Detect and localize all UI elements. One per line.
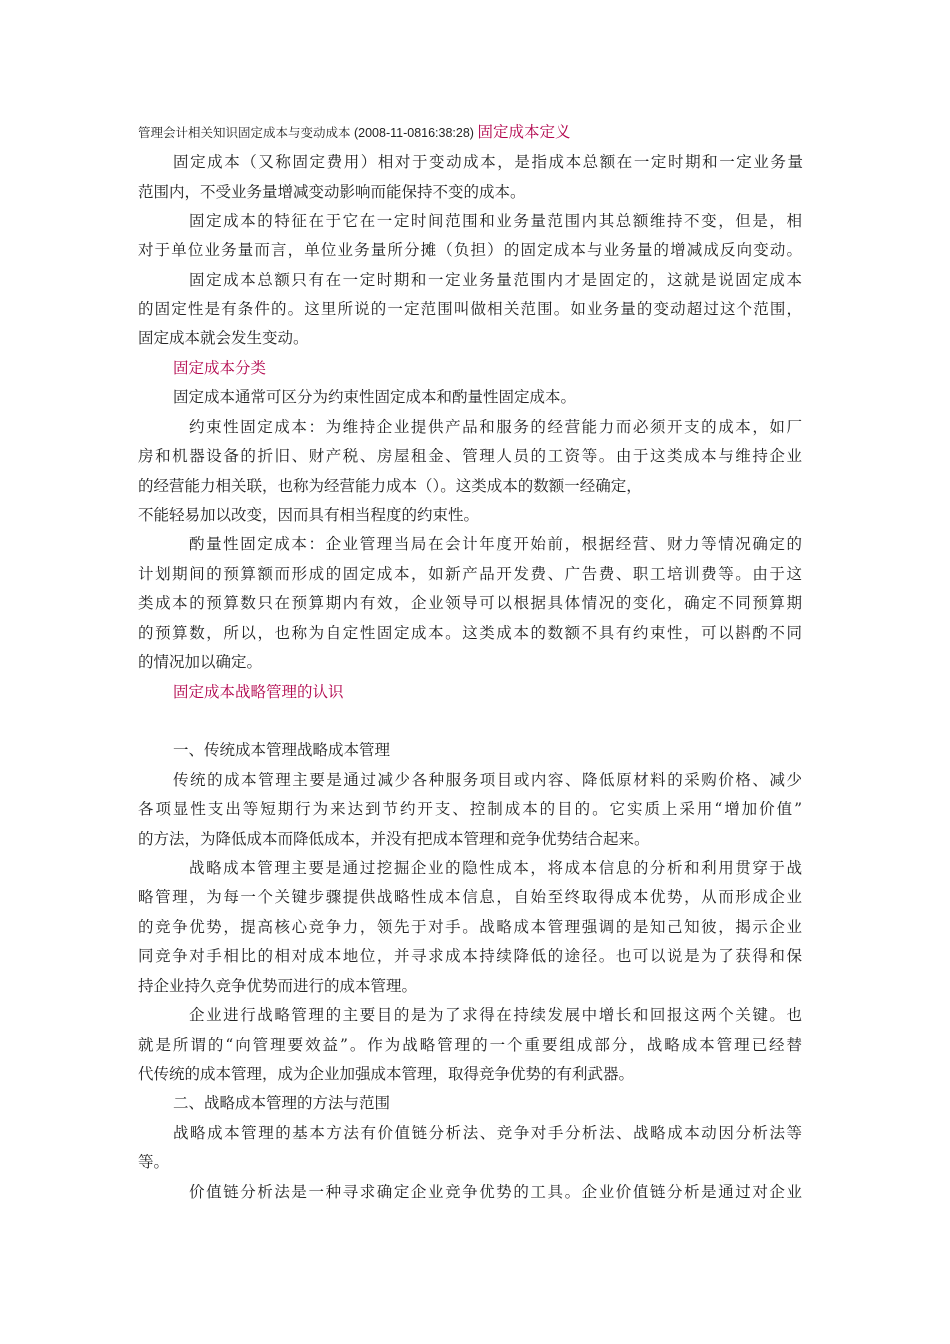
- section-heading-classification: 固定成本分类: [173, 359, 267, 377]
- paragraph-line: 对于单位业务量而言，单位业务量所分摊（负担）的固定成本与业务量的增减成反向变动。: [138, 241, 802, 259]
- paragraph-line: 固定成本就会发生变动。: [138, 329, 309, 347]
- paragraph-line: 的竞争优势，提高核心竞争力，领先于对手。战略成本管理强调的是知己知彼，揭示企业: [138, 918, 802, 936]
- subheading-two: 二、战略成本管理的方法与范围: [173, 1094, 391, 1112]
- paragraph-line: 战略成本管理主要是通过挖掘企业的隐性成本，将成本信息的分析和利用贯穿于战: [189, 859, 802, 877]
- paragraph-line: 约束性固定成本：为维持企业提供产品和服务的经营能力而必须开支的成本，如厂: [189, 418, 802, 436]
- paragraph-line: 传统的成本管理主要是通过减少各种服务项目或内容、降低原材料的采购价格、减少: [173, 771, 802, 789]
- paragraph-line: 略管理，为每一个关键步骤提供战略性成本信息，自始至终取得成本优势，从而形成企业: [138, 888, 802, 906]
- paragraph-line: 计划期间的预算额而形成的固定成本，如新产品开发费、广告费、职工培训费等。由于这: [138, 565, 802, 583]
- paragraph-line: 战略成本管理的基本方法有价值链分析法、竞争对手分析法、战略成本动因分析法等: [173, 1124, 802, 1142]
- paragraph-line: 的经营能力相关联，也称为经营能力成本（）。这类成本的数额一经确定，: [138, 477, 642, 495]
- paragraph-line: 房和机器设备的折旧、财产税、房屋租金、管理人员的工资等。由于这类成本与维持企业: [138, 447, 802, 465]
- paragraph-line: 固定成本的特征在于它在一定时间范围和业务量范围内其总额维持不变，但是，相: [189, 212, 802, 230]
- document-header: [138, 122, 570, 143]
- paragraph-line: 同竞争对手相比的相对成本地位，并寻求成本持续降低的途径。也可以说是为了获得和保: [138, 947, 802, 965]
- paragraph-line: 的预算数，所以，也称为自定性固定成本。这类成本的数额不具有约束性，可以斟酌不同: [138, 624, 802, 642]
- paragraph-line: 酌量性固定成本：企业管理当局在会计年度开始前，根据经营、财力等情况确定的: [189, 535, 802, 553]
- paragraph-line: 固定成本（又称固定费用）相对于变动成本，是指成本总额在一定时期和一定业务量: [173, 153, 803, 171]
- paragraph-line: 企业进行战略管理的主要目的是为了求得在持续发展中增长和回报这两个关键。也: [189, 1006, 802, 1024]
- section-title-definition: 固定成本定义: [477, 123, 571, 141]
- paragraph-line: 类成本的预算数只在预算期内有效，企业领导可以根据具体情况的变化，确定不同预算期: [138, 594, 802, 612]
- paragraph-line: 就是所谓的“向管理要效益”。作为战略管理的一个重要组成部分，战略成本管理已经替: [138, 1036, 802, 1054]
- subheading-one: 一、传统成本管理战略成本管理: [173, 741, 391, 759]
- paragraph-line: 的固定性是有条件的。这里所说的一定范围叫做相关范围。如业务量的变动超过这个范围，: [138, 300, 802, 318]
- paragraph-line: 固定成本通常可区分为约束性固定成本和酌量性固定成本。: [173, 388, 577, 406]
- paragraph-line: 价值链分析法是一种寻求确定企业竞争优势的工具。企业价值链分析是通过对企业: [189, 1183, 802, 1201]
- paragraph-line: 固定成本总额只有在一定时期和一定业务量范围内才是固定的，这就是说固定成本: [189, 271, 802, 289]
- paragraph-line: 范围内，不受业务量增减变动影响而能保持不变的成本。: [138, 183, 526, 201]
- paragraph-line: 等。: [138, 1153, 170, 1171]
- paragraph-line: 的方法，为降低成本而降低成本，并没有把成本管理和竞争优势结合起来。: [138, 830, 650, 848]
- section-heading-strategy: 固定成本战略管理的认识: [173, 683, 344, 701]
- paragraph-line: 各项显性支出等短期行为来达到节约开支、控制成本的目的。它实质上采用“增加价值”: [138, 800, 802, 818]
- paragraph-line: 不能轻易加以改变，因而具有相当程度的约束性。: [138, 506, 480, 524]
- paragraph-line: 的情况加以确定。: [138, 653, 263, 671]
- paragraph-line: 持企业持久竞争优势而进行的成本管理。: [138, 977, 418, 995]
- paragraph-line: 代传统的成本管理，成为企业加强成本管理，取得竞争优势的有利武器。: [138, 1065, 635, 1083]
- header-meta: 管理会计相关知识固定成本与变动成本 (2008-11-0816:38:28): [138, 126, 474, 140]
